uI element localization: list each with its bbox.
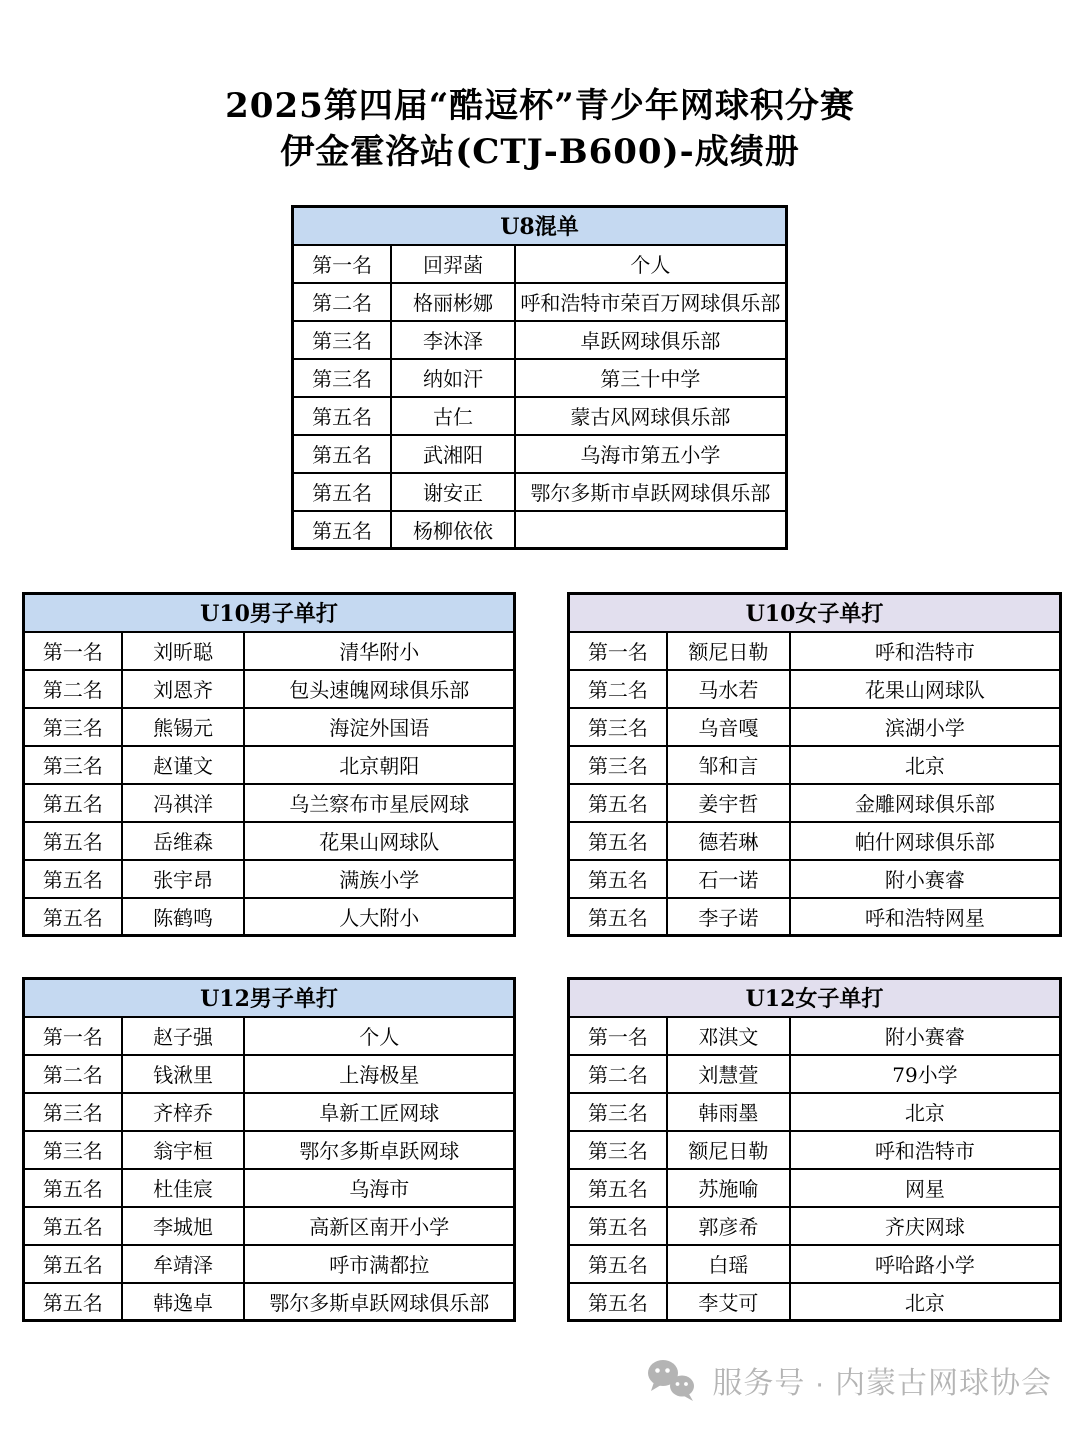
table-row <box>293 435 787 473</box>
player-name-cell: 古仁 <box>391 397 515 435</box>
player-name-cell: 齐梓乔 <box>122 1093 245 1131</box>
rank-cell: 第二名 <box>293 283 392 321</box>
table-row <box>24 784 515 822</box>
title-line-2: 伊金霍洛站(CTJ-B600)-成绩册 <box>280 131 800 172</box>
club-cell: 呼和浩特网星 <box>790 898 1061 936</box>
table-u10-boys-singles <box>22 592 516 937</box>
rank-cell: 第二名 <box>569 670 667 708</box>
rank-cell: 第五名 <box>24 1169 122 1207</box>
club-cell: 北京朝阳 <box>244 746 514 784</box>
rank-cell: 第五名 <box>569 860 667 898</box>
rank-cell: 第一名 <box>569 1017 667 1055</box>
player-name-cell: 牟靖泽 <box>122 1245 245 1283</box>
table-row <box>569 784 1061 822</box>
rank-cell: 第五名 <box>24 1283 122 1321</box>
table-row <box>569 1245 1061 1283</box>
club-cell: 蒙古风网球俱乐部 <box>515 397 787 435</box>
club-cell: 附小赛睿 <box>790 1017 1061 1055</box>
table-u8-mixed-singles <box>291 205 788 550</box>
club-cell: 金雕网球俱乐部 <box>790 784 1061 822</box>
player-name-cell: 李沐泽 <box>391 321 515 359</box>
player-name-cell: 乌音嘎 <box>667 708 790 746</box>
table-title-u12-girls: U12女子单打 <box>569 979 1061 1017</box>
rank-cell: 第一名 <box>24 632 122 670</box>
club-cell: 齐庆网球 <box>790 1207 1061 1245</box>
table-body-u10-boys <box>24 632 515 936</box>
player-name-cell: 刘恩齐 <box>122 670 245 708</box>
rank-cell: 第二名 <box>24 1055 122 1093</box>
player-name-cell: 白瑶 <box>667 1245 790 1283</box>
rank-cell: 第五名 <box>293 397 392 435</box>
rank-cell: 第三名 <box>24 1131 122 1169</box>
table-row <box>569 1169 1061 1207</box>
table-row <box>24 1131 515 1169</box>
club-cell: 鄂尔多斯卓跃网球俱乐部 <box>244 1283 514 1321</box>
player-name-cell: 杨柳依依 <box>391 511 515 549</box>
table-row <box>569 1017 1061 1055</box>
player-name-cell: 马水若 <box>667 670 790 708</box>
table-row <box>569 746 1061 784</box>
rank-cell: 第三名 <box>24 746 122 784</box>
club-cell: 高新区南开小学 <box>244 1207 514 1245</box>
table-row <box>569 1093 1061 1131</box>
club-cell: 呼市满都拉 <box>244 1245 514 1283</box>
rank-cell: 第五名 <box>569 1245 667 1283</box>
table-body-u12-girls <box>569 1017 1061 1321</box>
rank-cell: 第三名 <box>24 708 122 746</box>
table-row <box>569 1055 1061 1093</box>
player-name-cell: 额尼日勒 <box>667 1131 790 1169</box>
table-row <box>569 632 1061 670</box>
player-name-cell: 翁宇桓 <box>122 1131 245 1169</box>
table-row <box>24 1245 515 1283</box>
rank-cell: 第一名 <box>569 632 667 670</box>
player-name-cell: 韩雨墨 <box>667 1093 790 1131</box>
table-title-u12-boys: U12男子单打 <box>24 979 515 1017</box>
player-name-cell: 武湘阳 <box>391 435 515 473</box>
table-row <box>569 1207 1061 1245</box>
club-cell: 清华附小 <box>244 632 514 670</box>
rank-cell: 第一名 <box>24 1017 122 1055</box>
rank-cell: 第三名 <box>569 746 667 784</box>
player-name-cell: 德若琳 <box>667 822 790 860</box>
player-name-cell: 赵谨文 <box>122 746 245 784</box>
player-name-cell: 张宇昂 <box>122 860 245 898</box>
rank-cell: 第三名 <box>293 359 392 397</box>
rank-cell: 第三名 <box>569 708 667 746</box>
club-cell: 乌兰察布市星辰网球 <box>244 784 514 822</box>
table-row <box>24 898 515 936</box>
wechat-icon <box>646 1358 698 1402</box>
club-cell <box>515 511 787 549</box>
table-row <box>569 860 1061 898</box>
player-name-cell: 钱湫里 <box>122 1055 245 1093</box>
table-row <box>24 670 515 708</box>
player-name-cell: 李城旭 <box>122 1207 245 1245</box>
table-row <box>293 321 787 359</box>
table-u10-girls-singles <box>567 592 1062 937</box>
table-row <box>24 1093 515 1131</box>
club-cell: 呼哈路小学 <box>790 1245 1061 1283</box>
player-name-cell: 额尼日勒 <box>667 632 790 670</box>
player-name-cell: 李子诺 <box>667 898 790 936</box>
club-cell: 北京 <box>790 1093 1061 1131</box>
table-row <box>24 1283 515 1321</box>
table-title-u8: U8混单 <box>293 207 787 245</box>
club-cell: 鄂尔多斯市卓跃网球俱乐部 <box>515 473 787 511</box>
player-name-cell: 苏施喻 <box>667 1169 790 1207</box>
table-row <box>24 1169 515 1207</box>
club-cell: 乌海市第五小学 <box>515 435 787 473</box>
player-name-cell: 格丽彬娜 <box>391 283 515 321</box>
club-cell: 海淀外国语 <box>244 708 514 746</box>
club-cell: 阜新工匠网球 <box>244 1093 514 1131</box>
player-name-cell: 李艾可 <box>667 1283 790 1321</box>
club-cell: 鄂尔多斯卓跃网球 <box>244 1131 514 1169</box>
title-line-1: 2025第四届“酷逗杯”青少年网球积分赛 <box>225 86 855 126</box>
rank-cell: 第三名 <box>569 1131 667 1169</box>
rank-cell: 第二名 <box>569 1055 667 1093</box>
club-cell: 滨湖小学 <box>790 708 1061 746</box>
table-body-u10-girls <box>569 632 1061 936</box>
player-name-cell: 冯祺洋 <box>122 784 245 822</box>
rank-cell: 第五名 <box>569 1283 667 1321</box>
rank-cell: 第三名 <box>293 321 392 359</box>
table-body-u8 <box>293 245 787 549</box>
table-row <box>24 1017 515 1055</box>
rank-cell: 第二名 <box>24 670 122 708</box>
club-cell: 个人 <box>244 1017 514 1055</box>
club-cell: 呼和浩特市 <box>790 632 1061 670</box>
table-row <box>569 898 1061 936</box>
club-cell: 北京 <box>790 746 1061 784</box>
table-title-u10-boys: U10男子单打 <box>24 594 515 632</box>
club-cell: 花果山网球队 <box>244 822 514 860</box>
rank-cell: 第五名 <box>569 822 667 860</box>
table-row <box>24 1207 515 1245</box>
player-name-cell: 赵子强 <box>122 1017 245 1055</box>
table-row <box>569 822 1061 860</box>
club-cell: 个人 <box>515 245 787 283</box>
player-name-cell: 谢安正 <box>391 473 515 511</box>
club-cell: 网星 <box>790 1169 1061 1207</box>
table-u12-girls-singles <box>567 977 1062 1322</box>
table-row <box>293 283 787 321</box>
club-cell: 人大附小 <box>244 898 514 936</box>
table-row <box>24 860 515 898</box>
club-cell: 包头速魄网球俱乐部 <box>244 670 514 708</box>
club-cell: 79小学 <box>790 1055 1061 1093</box>
rank-cell: 第五名 <box>24 860 122 898</box>
rank-cell: 第五名 <box>293 473 392 511</box>
club-cell: 第三十中学 <box>515 359 787 397</box>
player-name-cell: 回羿菡 <box>391 245 515 283</box>
club-cell: 北京 <box>790 1283 1061 1321</box>
table-row <box>24 632 515 670</box>
rank-cell: 第五名 <box>569 1207 667 1245</box>
player-name-cell: 纳如汗 <box>391 359 515 397</box>
table-row <box>569 1283 1061 1321</box>
table-row <box>24 822 515 860</box>
table-row <box>293 397 787 435</box>
rank-cell: 第五名 <box>293 511 392 549</box>
club-cell: 满族小学 <box>244 860 514 898</box>
player-name-cell: 刘昕聪 <box>122 632 245 670</box>
player-name-cell: 邹和言 <box>667 746 790 784</box>
table-row <box>569 670 1061 708</box>
table-row <box>24 746 515 784</box>
player-name-cell: 邓淇文 <box>667 1017 790 1055</box>
club-cell: 呼和浩特市 <box>790 1131 1061 1169</box>
rank-cell: 第五名 <box>569 898 667 936</box>
club-cell: 上海极星 <box>244 1055 514 1093</box>
rank-cell: 第五名 <box>24 1207 122 1245</box>
table-row <box>569 1131 1061 1169</box>
club-cell: 帕什网球俱乐部 <box>790 822 1061 860</box>
rank-cell: 第五名 <box>24 898 122 936</box>
player-name-cell: 陈鹤鸣 <box>122 898 245 936</box>
table-row <box>293 511 787 549</box>
club-cell: 呼和浩特市荣百万网球俱乐部 <box>515 283 787 321</box>
rank-cell: 第五名 <box>24 1245 122 1283</box>
rank-cell: 第三名 <box>569 1093 667 1131</box>
player-name-cell: 韩逸卓 <box>122 1283 245 1321</box>
club-cell: 花果山网球队 <box>790 670 1061 708</box>
player-name-cell: 郭彦希 <box>667 1207 790 1245</box>
rank-cell: 第三名 <box>24 1093 122 1131</box>
rank-cell: 第一名 <box>293 245 392 283</box>
club-cell: 附小赛睿 <box>790 860 1061 898</box>
club-cell: 卓跃网球俱乐部 <box>515 321 787 359</box>
table-row <box>293 359 787 397</box>
table-row <box>24 708 515 746</box>
player-name-cell: 姜宇哲 <box>667 784 790 822</box>
player-name-cell: 岳维森 <box>122 822 245 860</box>
table-row <box>569 708 1061 746</box>
player-name-cell: 熊锡元 <box>122 708 245 746</box>
wechat-watermark <box>646 1358 1052 1402</box>
club-cell: 乌海市 <box>244 1169 514 1207</box>
rank-cell: 第五名 <box>24 784 122 822</box>
rank-cell: 第五名 <box>569 1169 667 1207</box>
player-name-cell: 石一诺 <box>667 860 790 898</box>
table-row <box>293 245 787 283</box>
rank-cell: 第五名 <box>569 784 667 822</box>
table-body-u12-boys <box>24 1017 515 1321</box>
table-row <box>293 473 787 511</box>
document-title <box>0 84 1080 176</box>
rank-cell: 第五名 <box>293 435 392 473</box>
rank-cell: 第五名 <box>24 822 122 860</box>
player-name-cell: 杜佳宸 <box>122 1169 245 1207</box>
player-name-cell: 刘慧萱 <box>667 1055 790 1093</box>
watermark-text: 服务号 · 内蒙古网球协会 <box>712 1367 1052 1400</box>
table-row <box>24 1055 515 1093</box>
table-title-u10-girls: U10女子单打 <box>569 594 1061 632</box>
table-u12-boys-singles <box>22 977 516 1322</box>
